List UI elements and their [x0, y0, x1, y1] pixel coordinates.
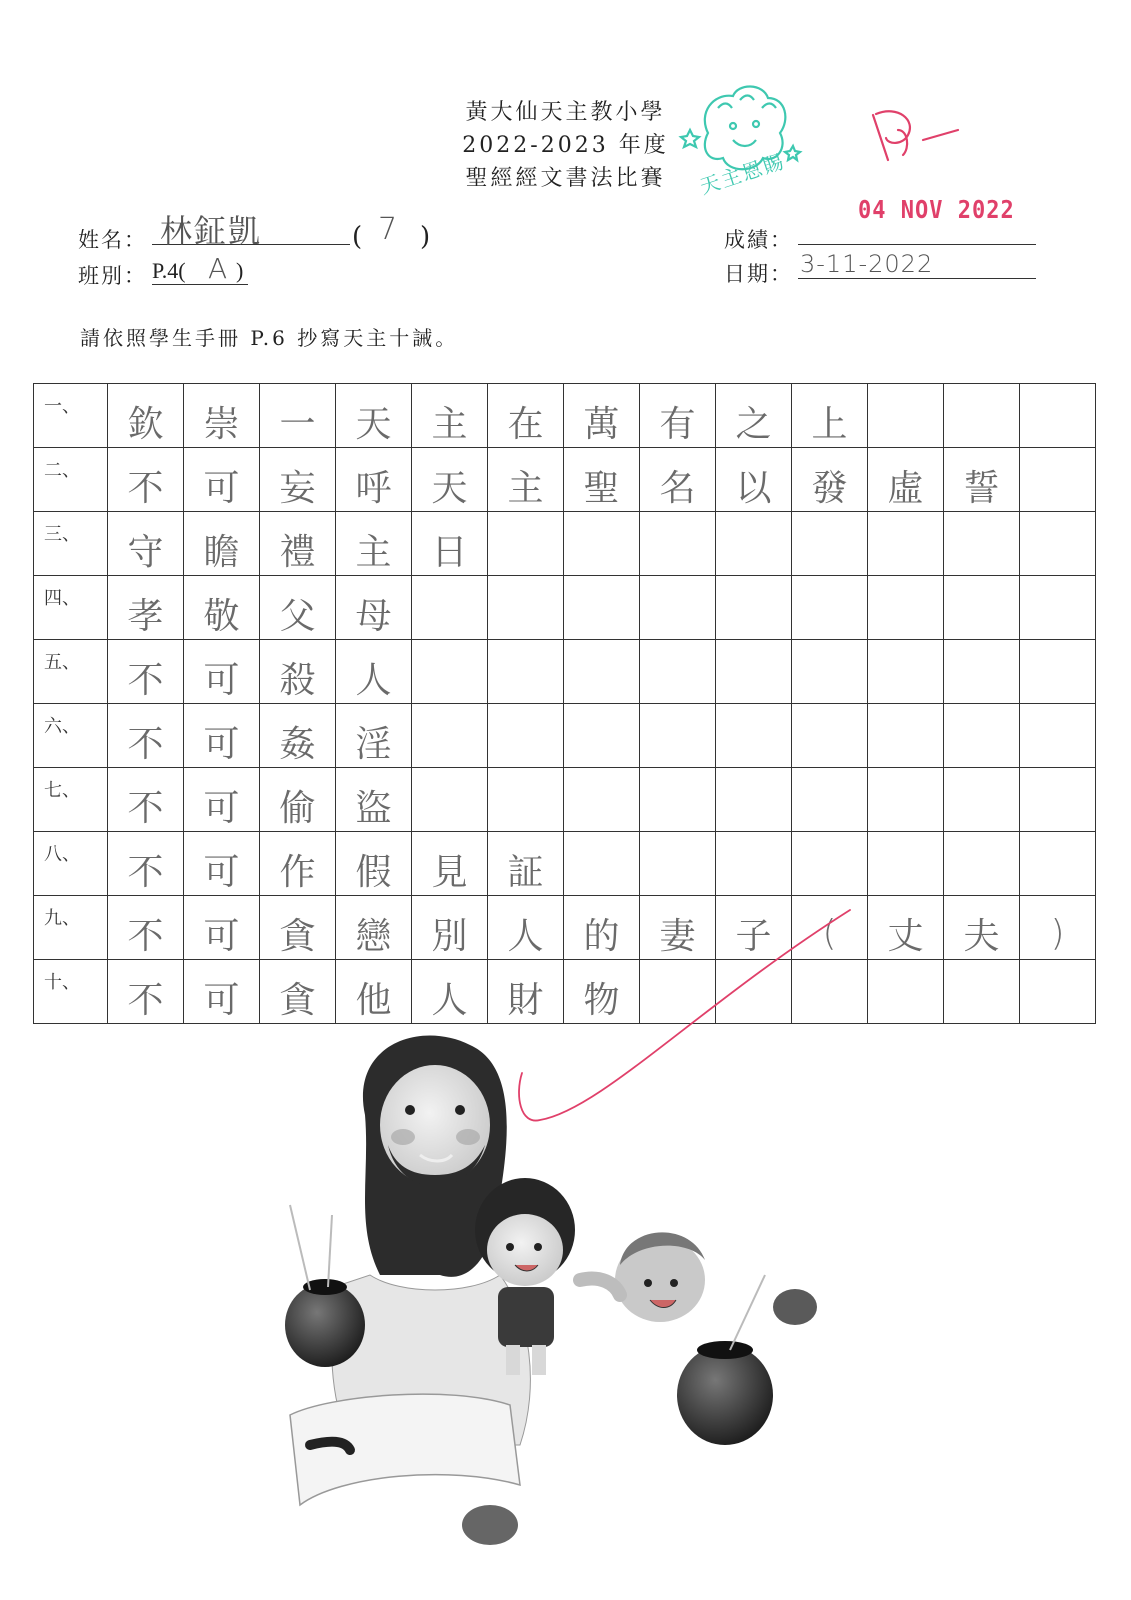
commandment-row	[34, 384, 1096, 448]
handwritten-character: 可	[203, 916, 240, 957]
handwritten-character: 姦	[279, 724, 316, 765]
handwritten-character: 在	[507, 404, 544, 445]
handwritten-character: 虛	[887, 468, 924, 509]
grid-cell	[336, 704, 412, 768]
grid-cell	[944, 576, 1020, 640]
handwritten-character: 上	[811, 404, 848, 445]
handwritten-character: 欽	[127, 404, 164, 445]
handwritten-character: 見	[431, 852, 468, 893]
grid-cell	[944, 704, 1020, 768]
grid-cell	[488, 640, 564, 704]
handwritten-character: 他	[355, 980, 392, 1021]
handwritten-character: 以	[735, 468, 772, 509]
grid-cell	[184, 768, 260, 832]
praise-stamp	[678, 78, 808, 198]
class-prefix: P.4(	[152, 258, 186, 283]
handwritten-character: 不	[127, 788, 164, 829]
grid-cell	[716, 832, 792, 896]
grid-cell	[716, 704, 792, 768]
handwritten-character: 誓	[963, 468, 1000, 509]
date-underline	[798, 278, 1036, 279]
grid-cell	[108, 704, 184, 768]
grid-cell	[792, 640, 868, 704]
handwritten-character: 妄	[279, 468, 316, 509]
commandment-row	[34, 576, 1096, 640]
submission-date: 3-11-2022	[800, 250, 934, 278]
grid-cell	[184, 832, 260, 896]
student-number: 7	[378, 212, 398, 247]
date-label: 日期：	[724, 262, 793, 286]
grid-cell	[1020, 448, 1096, 512]
grid-cell	[412, 768, 488, 832]
grid-cell	[336, 960, 412, 1024]
grid-cell	[716, 768, 792, 832]
student-number-close: )	[420, 222, 433, 252]
grid-cell	[640, 512, 716, 576]
grid-cell	[412, 704, 488, 768]
jesus-with-children-illustration	[270, 1025, 850, 1585]
handwritten-character: 子	[735, 916, 772, 957]
grid-cell	[868, 832, 944, 896]
grid-cell	[564, 448, 640, 512]
grid-cell	[260, 576, 336, 640]
class-label: 班別：	[78, 264, 147, 288]
handwritten-character: 瞻	[203, 532, 240, 573]
handwritten-character: 人	[507, 916, 544, 957]
grid-cell	[184, 896, 260, 960]
handwritten-character: 禮	[279, 532, 316, 573]
grid-cell	[260, 896, 336, 960]
name-label: 姓名：	[78, 228, 147, 252]
grid-cell	[260, 384, 336, 448]
grid-cell	[640, 640, 716, 704]
commandment-number: 七、	[34, 768, 108, 832]
grid-cell	[184, 640, 260, 704]
handwritten-character: 敬	[203, 596, 240, 637]
grid-cell	[868, 704, 944, 768]
grid-cell	[108, 832, 184, 896]
commandment-row	[34, 640, 1096, 704]
grid-cell	[640, 832, 716, 896]
grid-cell	[716, 448, 792, 512]
grid-cell	[412, 512, 488, 576]
grid-cell	[260, 512, 336, 576]
handwritten-character: 貪	[279, 980, 316, 1021]
score-label: 成績：	[724, 228, 793, 252]
grid-cell	[184, 448, 260, 512]
grid-cell	[412, 448, 488, 512]
grid-cell	[184, 960, 260, 1024]
grid-cell	[792, 768, 868, 832]
handwritten-character: 之	[735, 404, 772, 445]
grid-cell	[336, 640, 412, 704]
commandment-row	[34, 448, 1096, 512]
grid-cell	[488, 384, 564, 448]
grid-cell	[260, 640, 336, 704]
handwritten-character: 殺	[279, 660, 316, 701]
grid-cell	[184, 512, 260, 576]
grid-cell	[488, 448, 564, 512]
handwritten-character: 淫	[355, 724, 392, 765]
commandment-number: 八、	[34, 832, 108, 896]
commandment-number: 六、	[34, 704, 108, 768]
grid-cell	[488, 832, 564, 896]
handwritten-character: 崇	[203, 404, 240, 445]
commandment-number: 二、	[34, 448, 108, 512]
grid-cell	[944, 448, 1020, 512]
commandment-row	[34, 512, 1096, 576]
instruction-text: 請依照學生手冊 P.6 抄寫天主十誡。	[80, 326, 459, 350]
grid-cell	[640, 576, 716, 640]
handwritten-character: 貪	[279, 916, 316, 957]
grid-cell	[716, 384, 792, 448]
handwritten-character: 別	[431, 916, 468, 957]
grid-cell	[792, 576, 868, 640]
illustration	[270, 1025, 850, 1585]
class-suffix: )	[236, 258, 244, 283]
handwritten-character: 的	[583, 916, 620, 957]
commandment-row	[34, 768, 1096, 832]
grid-cell	[412, 832, 488, 896]
student-name: 林鉦凱	[160, 212, 263, 250]
handwritten-character: 証	[507, 852, 544, 893]
class-letter: A	[208, 252, 228, 285]
grid-cell	[944, 640, 1020, 704]
handwritten-character: 日	[431, 532, 468, 573]
handwritten-character: 盜	[355, 788, 392, 829]
grid-cell	[260, 704, 336, 768]
grid-cell	[184, 576, 260, 640]
grid-cell	[868, 448, 944, 512]
grid-cell	[488, 576, 564, 640]
grid-cell	[108, 448, 184, 512]
handwritten-character: 萬	[583, 404, 620, 445]
handwritten-character: 丈	[887, 916, 924, 957]
grid-cell	[336, 512, 412, 576]
handwritten-character: 人	[431, 980, 468, 1021]
handwritten-character: 天	[355, 404, 392, 445]
grid-cell	[1020, 384, 1096, 448]
handwritten-character: 財	[507, 980, 544, 1021]
handwritten-character: 有	[659, 404, 696, 445]
grid-cell	[336, 448, 412, 512]
grid-cell	[640, 384, 716, 448]
handwritten-character: 物	[583, 980, 620, 1021]
handwritten-character: 可	[203, 468, 240, 509]
grid-cell	[792, 832, 868, 896]
grid-cell	[412, 640, 488, 704]
handwritten-character: 夫	[963, 916, 1000, 957]
grid-cell	[1020, 704, 1096, 768]
grid-cell	[488, 768, 564, 832]
grid-cell	[792, 704, 868, 768]
handwritten-character: 聖	[583, 468, 620, 509]
commandment-number: 一、	[34, 384, 108, 448]
grid-cell	[108, 384, 184, 448]
handwritten-character: 可	[203, 852, 240, 893]
handwritten-character: 天	[431, 468, 468, 509]
grid-cell	[336, 832, 412, 896]
grid-cell	[1020, 512, 1096, 576]
grid-cell	[108, 512, 184, 576]
handwritten-character: 不	[127, 724, 164, 765]
commandment-number: 四、	[34, 576, 108, 640]
grid-cell	[944, 960, 1020, 1024]
grid-cell	[1020, 832, 1096, 896]
grid-cell	[260, 960, 336, 1024]
handwritten-character: 主	[431, 404, 468, 445]
handwritten-character: 不	[127, 660, 164, 701]
commandment-number: 五、	[34, 640, 108, 704]
grid-cell	[1020, 960, 1096, 1024]
handwritten-character: 母	[355, 596, 392, 637]
grid-cell	[564, 832, 640, 896]
grid-cell	[944, 512, 1020, 576]
grid-cell	[868, 576, 944, 640]
handwritten-character: 發	[811, 468, 848, 509]
handwritten-character: 戀	[355, 916, 392, 957]
commandment-row	[34, 704, 1096, 768]
grid-cell	[260, 768, 336, 832]
grid-cell	[792, 384, 868, 448]
handwritten-character: 假	[355, 852, 392, 893]
handwritten-character: 名	[659, 468, 696, 509]
commandment-row	[34, 832, 1096, 896]
grid-cell	[260, 448, 336, 512]
grid-cell	[336, 896, 412, 960]
grid-cell	[868, 768, 944, 832]
grid-cell	[792, 448, 868, 512]
handwritten-character: 可	[203, 660, 240, 701]
commandment-number: 十、	[34, 960, 108, 1024]
grid-cell	[184, 704, 260, 768]
handwritten-character: 人	[355, 660, 392, 701]
handwritten-character: 孝	[127, 596, 164, 637]
grid-cell	[564, 768, 640, 832]
commandment-number: 九、	[34, 896, 108, 960]
grid-cell	[868, 512, 944, 576]
grid-cell	[260, 832, 336, 896]
school-name: 黃大仙天主教小學	[465, 100, 666, 125]
handwritten-character: 不	[127, 852, 164, 893]
grid-cell	[640, 768, 716, 832]
handwritten-character: 主	[355, 532, 392, 573]
student-number-open: (	[352, 222, 365, 252]
grid-cell	[564, 512, 640, 576]
grid-cell	[792, 512, 868, 576]
grid-cell	[108, 960, 184, 1024]
score-underline	[798, 244, 1036, 245]
grid-cell	[488, 512, 564, 576]
grid-cell	[716, 512, 792, 576]
grid-cell	[944, 384, 1020, 448]
grid-cell	[1020, 640, 1096, 704]
handwritten-character: 妻	[659, 916, 696, 957]
grid-cell	[412, 960, 488, 1024]
grid-cell	[108, 768, 184, 832]
grid-cell	[868, 640, 944, 704]
grid-cell	[412, 384, 488, 448]
grid-cell	[412, 896, 488, 960]
handwritten-character: 一	[279, 404, 316, 445]
handwritten-character: 作	[279, 852, 316, 893]
teacher-signature-icon	[868, 100, 968, 170]
handwritten-character: (	[822, 913, 837, 954]
grid-cell	[336, 576, 412, 640]
handwritten-character: 父	[279, 596, 316, 637]
grid-cell	[1020, 768, 1096, 832]
handwritten-character: 不	[127, 980, 164, 1021]
grid-cell	[640, 448, 716, 512]
handwritten-character: )	[1050, 913, 1065, 954]
grid-cell	[336, 768, 412, 832]
handwritten-character: 守	[127, 532, 164, 573]
grid-cell	[564, 640, 640, 704]
handwritten-character: 可	[203, 788, 240, 829]
handwritten-character: 可	[203, 724, 240, 765]
handwritten-character: 呼	[355, 468, 392, 509]
handwritten-character: 不	[127, 916, 164, 957]
grid-cell	[488, 704, 564, 768]
grid-cell	[716, 640, 792, 704]
grid-cell	[336, 384, 412, 448]
grid-cell	[944, 896, 1020, 960]
grid-cell	[564, 384, 640, 448]
handwritten-character: 不	[127, 468, 164, 509]
commandment-number: 三、	[34, 512, 108, 576]
grid-cell	[564, 704, 640, 768]
class-underline	[152, 284, 248, 285]
handwritten-character: 可	[203, 980, 240, 1021]
handwritten-character: 偷	[279, 788, 316, 829]
grid-cell	[944, 832, 1020, 896]
grid-cell	[184, 384, 260, 448]
grid-cell	[640, 704, 716, 768]
event-title: 聖經經文書法比賽	[465, 166, 666, 191]
school-year: 2022-2023 年度	[462, 133, 669, 158]
grid-cell	[1020, 576, 1096, 640]
grid-cell	[1020, 896, 1096, 960]
grid-cell	[868, 384, 944, 448]
grid-cell	[412, 576, 488, 640]
grid-cell	[108, 576, 184, 640]
handwritten-character: 主	[507, 468, 544, 509]
grid-cell	[108, 896, 184, 960]
grid-cell	[716, 576, 792, 640]
grid-cell	[944, 768, 1020, 832]
grid-cell	[108, 640, 184, 704]
received-date-stamp: 04 NOV 2022	[858, 196, 1015, 225]
grid-cell	[564, 576, 640, 640]
praise-stamp-text: 天主恩賜	[696, 148, 789, 199]
